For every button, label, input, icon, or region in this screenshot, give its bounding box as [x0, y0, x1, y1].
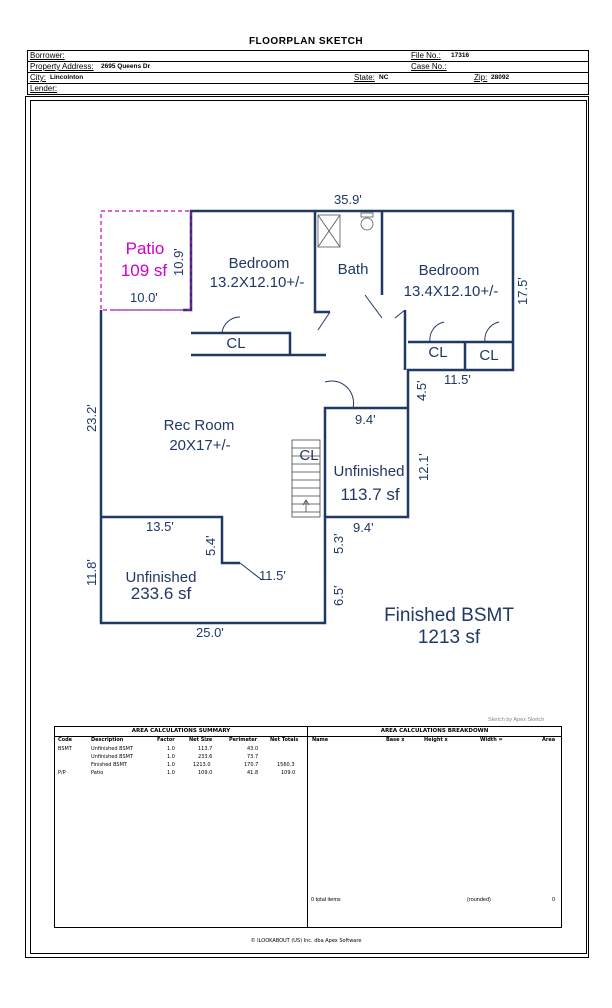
bath-fixtures — [318, 213, 373, 247]
state-label: State: — [354, 73, 375, 82]
cell-net-size: 109.0 — [198, 770, 213, 776]
zip-label: Zip: — [474, 73, 488, 82]
col-width: Width = — [480, 737, 503, 743]
file-no-value: 17316 — [451, 52, 470, 59]
dim-right-step: 11.5' — [444, 372, 471, 387]
cell-net-total: 109.0 — [281, 770, 296, 776]
borrower-label: Borrower: — [30, 51, 65, 60]
dim-patio-side: 10.9' — [171, 248, 186, 276]
table-row — [55, 769, 307, 777]
patio-label: Patio — [125, 239, 165, 258]
case-no-label: Case No.: — [411, 62, 447, 71]
lender-label: Lender: — [30, 84, 58, 93]
file-no-label: File No.: — [411, 51, 441, 60]
cell-net-size: 1213.0 — [193, 762, 211, 768]
closet-label: CL — [479, 347, 499, 364]
cell-code: BSMT — [58, 746, 72, 752]
address-value: 2695 Queens Dr — [101, 63, 151, 70]
breakdown-title: AREA CALCULATIONS BREAKDOWN — [308, 727, 561, 737]
cell-net-size: 233.6 — [198, 754, 213, 760]
cell-code: P/P — [58, 770, 66, 776]
col-net-size: Net Size — [189, 737, 213, 743]
dim-lower-mid: 11.5' — [259, 568, 286, 583]
cell-factor: 1.0 — [167, 754, 175, 760]
dim-right: 17.5' — [515, 277, 530, 305]
cell-perimeter: 43.0 — [247, 746, 259, 752]
door-swing — [485, 322, 499, 342]
door-swing — [395, 310, 405, 318]
cell-net-total: 1560.3 — [277, 762, 295, 768]
cell-net-size: 113.7 — [198, 746, 213, 752]
rec-room-label: Rec Room — [163, 417, 235, 434]
page-title: FLOORPLAN SKETCH — [248, 36, 364, 47]
dim-lower-side-a: 5.3' — [331, 533, 346, 554]
dim-bottom: 25.0' — [196, 625, 224, 640]
rec-room-size: 20X17+/- — [169, 437, 231, 454]
unfinished-small-area: 113.7 sf — [340, 485, 400, 504]
bedroom2-size: 13.4X12.10+/- — [403, 283, 499, 300]
zip-value: 28092 — [491, 74, 510, 81]
bedroom1-label: Bedroom — [228, 255, 290, 272]
table-row — [55, 761, 307, 769]
unfinished-large-area: 233.6 sf — [130, 584, 192, 603]
dim-patio-bottom: 10.0' — [130, 290, 158, 305]
area-breakdown-table — [307, 726, 562, 928]
bath-label: Bath — [337, 261, 369, 278]
closet-label: CL — [226, 335, 246, 352]
breakdown-header-row — [308, 737, 561, 745]
patio-area: 109 sf — [120, 261, 168, 280]
col-area: Area — [542, 737, 556, 743]
table-row — [55, 745, 307, 753]
door-swing — [430, 322, 444, 342]
dim-right-jog: 4.5' — [414, 380, 429, 401]
dim-top: 35.9' — [334, 192, 362, 207]
dim-lower-jog: 5.4' — [203, 535, 218, 556]
col-base: Base x — [386, 737, 405, 743]
summary-title: AREA CALCULATIONS SUMMARY — [55, 727, 307, 737]
sketch-credit: Sketch by Apex Sketch — [488, 717, 545, 723]
col-factor: Factor — [157, 737, 175, 743]
closet-label: CL — [428, 344, 448, 361]
summary-header-row — [55, 737, 307, 745]
door-swing — [365, 295, 382, 318]
state-value: NC — [379, 74, 389, 81]
area-summary-table — [54, 726, 308, 928]
cell-factor: 1.0 — [167, 746, 175, 752]
cell-perimeter: 73.7 — [247, 754, 259, 760]
col-description: Description — [91, 737, 124, 743]
door-swing — [222, 317, 240, 333]
closet-label: CL — [299, 447, 319, 464]
col-perimeter: Perimeter — [229, 737, 258, 743]
dim-left-lower: 11.8' — [84, 559, 99, 586]
dim-unf-top: 9.4' — [355, 412, 376, 427]
door-swing — [325, 381, 354, 408]
total-area: 0 — [552, 897, 556, 903]
dim-lower-top: 13.5' — [146, 519, 174, 534]
cell-description: Unfinished BSMT — [91, 746, 134, 752]
copyright: © ILOOKABOUT (US) Inc. dba Apex Software — [250, 938, 362, 944]
dim-lower-side-b: 6.5' — [331, 585, 346, 606]
finished-bsmt-area: 1213 sf — [417, 627, 481, 648]
cell-factor: 1.0 — [167, 770, 175, 776]
door-swing — [318, 312, 330, 330]
dim-left-upper: 23.2' — [84, 404, 99, 432]
col-name: Name — [312, 737, 329, 743]
bedroom1-size: 13.2X12.10+/- — [209, 274, 305, 291]
bath-left-wall — [315, 211, 330, 312]
toilet-icon — [361, 218, 373, 230]
rounded-note: (rounded) — [467, 897, 491, 903]
cell-perimeter: 170.7 — [244, 762, 259, 768]
finished-bsmt-label: Finished BSMT — [384, 605, 514, 626]
col-code: Code — [58, 737, 73, 743]
cell-description: Patio — [91, 770, 104, 776]
cell-description: Finished BSMT — [91, 762, 127, 768]
unfinished-large-label: Unfinished — [125, 569, 197, 586]
city-label: City: — [30, 73, 46, 82]
dim-unf-side: 12.1' — [416, 453, 431, 481]
dim-unf-bottom: 9.4' — [353, 520, 374, 535]
total-items: 0 total items — [311, 897, 341, 903]
col-net-totals: Net Totals — [270, 737, 299, 743]
city-value: Lincolnton — [50, 74, 84, 81]
address-label: Property Address: — [30, 62, 94, 71]
col-height: Height x — [424, 737, 448, 743]
cell-factor: 1.0 — [167, 762, 175, 768]
cell-description: Unfinished BSMT — [91, 754, 134, 760]
table-row — [55, 753, 307, 761]
unfinished-small-label: Unfinished — [333, 463, 405, 480]
bedroom2-label: Bedroom — [418, 262, 480, 279]
cell-perimeter: 41.8 — [247, 770, 259, 776]
